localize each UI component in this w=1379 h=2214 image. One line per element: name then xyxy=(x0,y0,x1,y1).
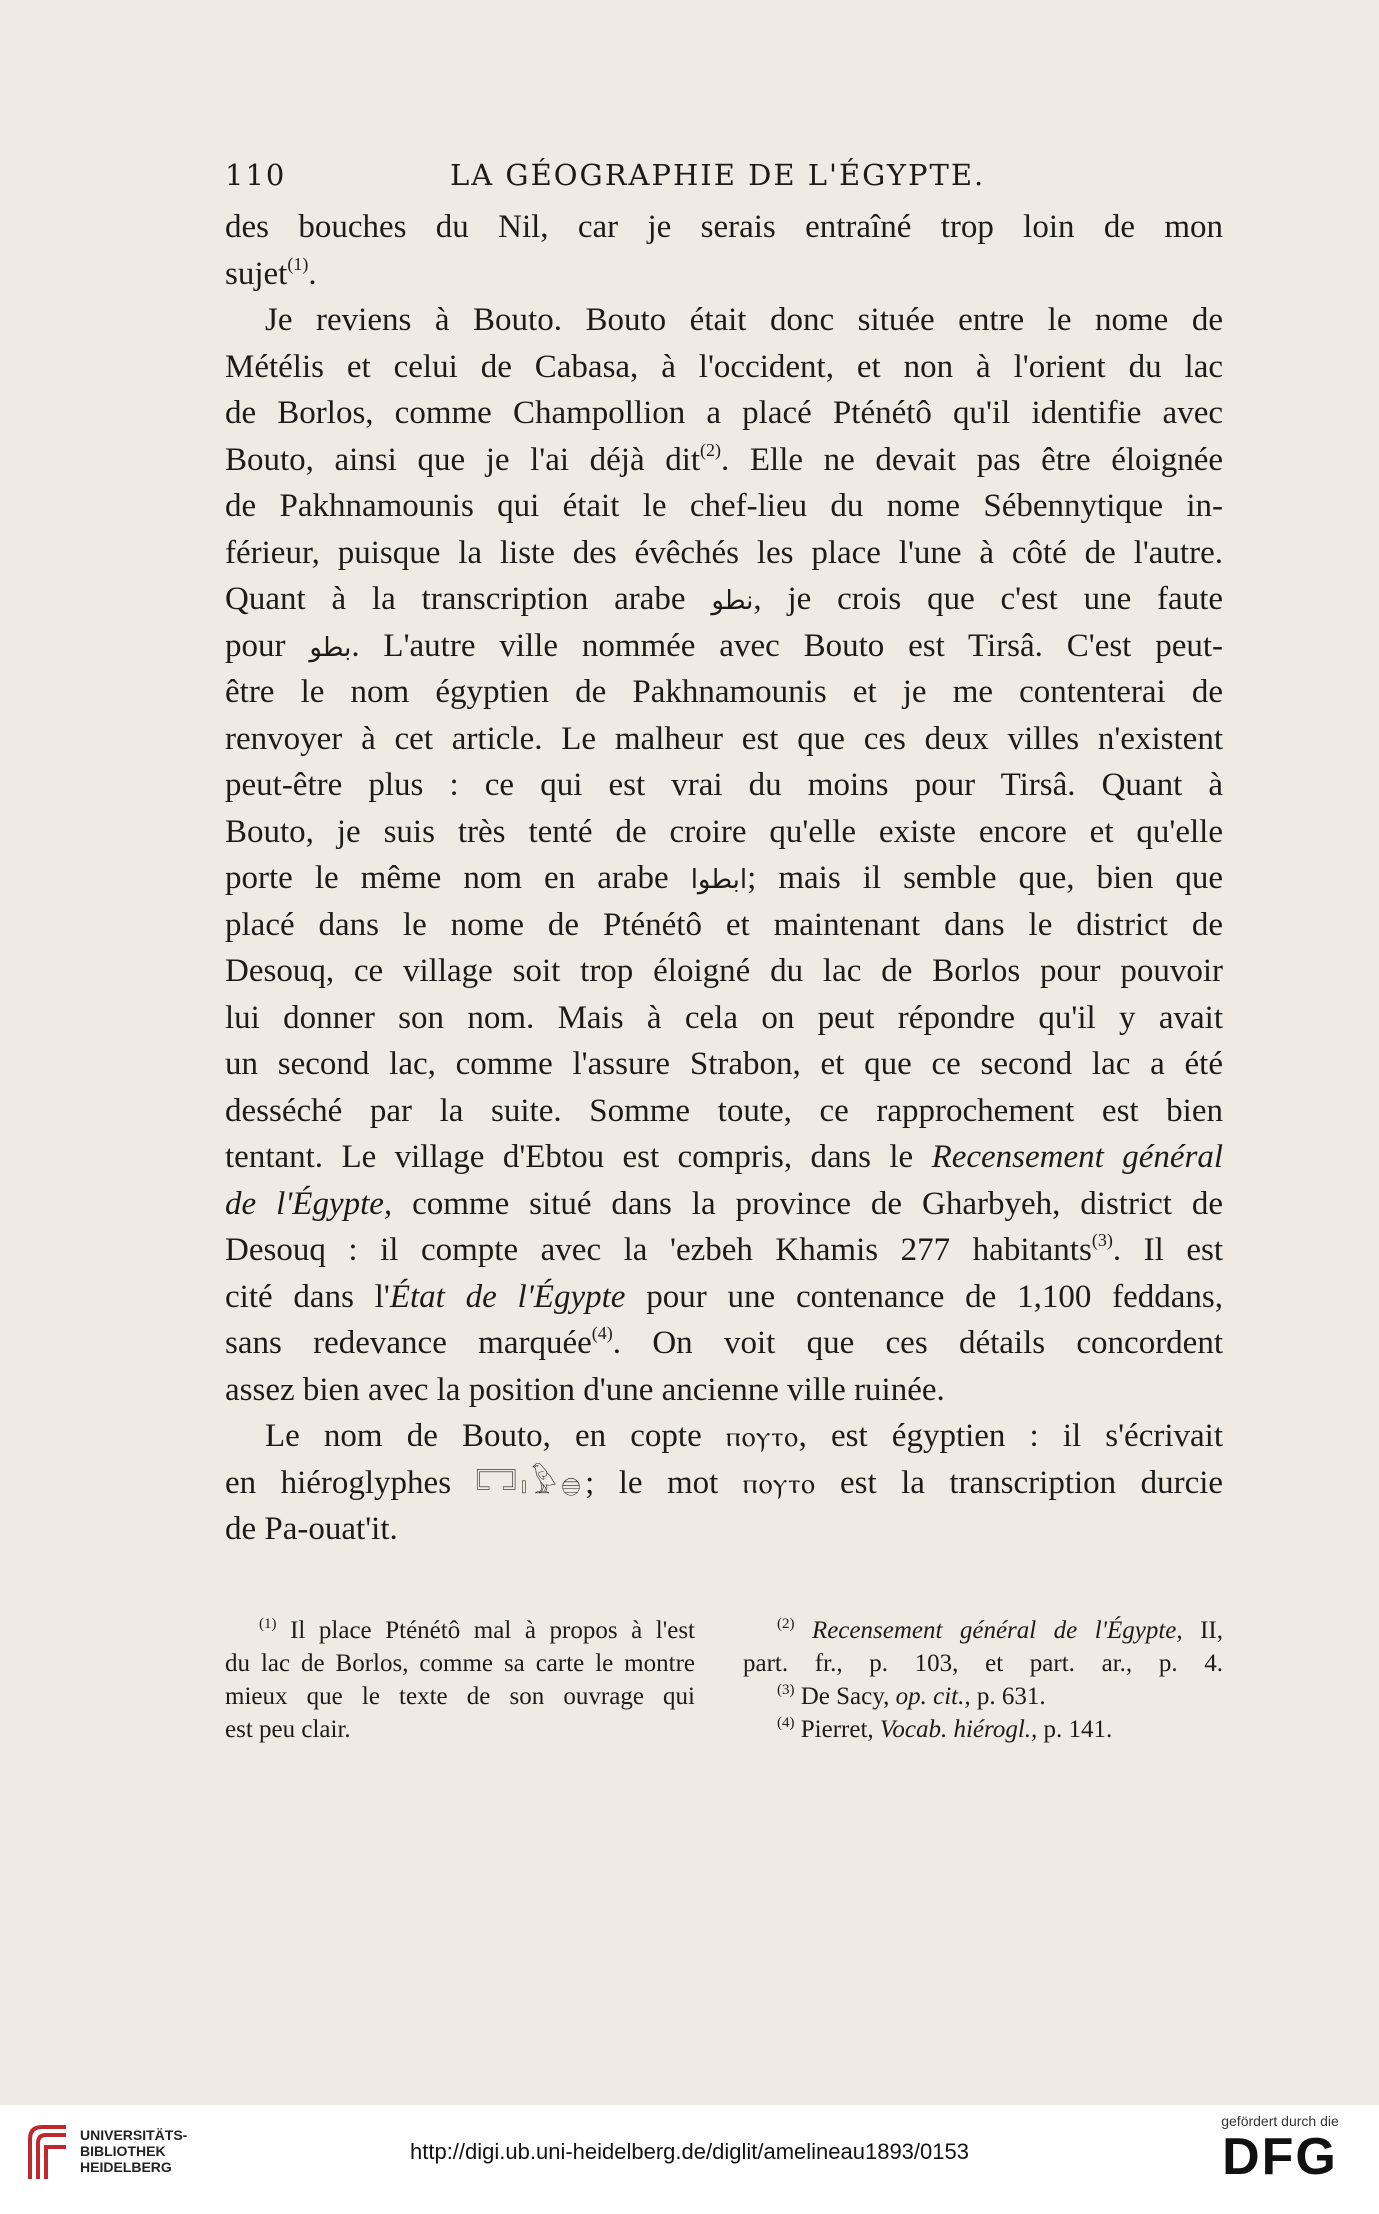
text-line: assez bien avec la position d'une ancienne ville ruinée. xyxy=(225,1371,945,1408)
arabic-word: ابطوا xyxy=(690,865,748,895)
running-header xyxy=(225,158,1225,198)
text-line: peut-être plus : ce qui est vrai du moins pour Tirsâ. Quant à xyxy=(225,767,1223,803)
text-line: Bouto, ainsi que je l'ai déjà dit$^{(2)}$. Elle ne devait pas être éloignée xyxy=(225,439,1223,478)
text-line: un second lac, comme l'assure Strabon, et que ce second lac a été xyxy=(225,1046,1223,1082)
text-line: de Borlos, comme Champollion a placé Pténétô qu'il identifie avec xyxy=(225,395,1223,431)
footnotes-right-column xyxy=(743,1614,1223,1746)
footnote-line: du lac de Borlos, comme sa carte le montre xyxy=(225,1650,695,1677)
digitization-footer xyxy=(0,2105,1379,2214)
main-text xyxy=(225,204,1223,1553)
footnote-ref[interactable]: (4) xyxy=(591,1323,613,1343)
footnote-ref[interactable]: (3) xyxy=(1091,1230,1113,1250)
footnote-line: est peu clair. xyxy=(225,1716,351,1743)
text-line: Je reviens à Bouto. Bouto était donc située entre le nome de xyxy=(265,302,1223,338)
text-line: Desouq, ce village soit trop éloigné du lac de Borlos pour pouvoir xyxy=(225,953,1223,989)
text-line: desséché par la suite. Somme toute, ce rapprochement est bien xyxy=(225,1092,1223,1129)
dfg-wordmark: DFG xyxy=(1222,2128,1338,2186)
footnote-line: part. fr., p. 103, et part. ar., p. 4. xyxy=(743,1650,1223,1677)
arabic-word: بطو xyxy=(309,632,352,663)
text-line: renvoyer à cet article. Le malheur est que ces deux villes n'existent xyxy=(225,720,1223,757)
text-line: Bouto, je suis très tenté de croire qu'elle existe encore et qu'elle xyxy=(225,813,1223,850)
text-line: de l'Égypte, comme situé dans la province de Gharbyeh, district de xyxy=(225,1185,1223,1222)
dfg-logo xyxy=(1205,2113,1355,2185)
footnote-line: $^{(2)}$ Recensement général de l'Égypte, II, xyxy=(777,1616,1223,1644)
text-line: de Pa-ouat'it. xyxy=(225,1511,398,1547)
text-line: tentant. Le village d'Ebtou est compris, dans le Recensement général xyxy=(225,1139,1223,1175)
permalink[interactable]: http://digi.ub.uni-heidelberg.de/diglit/amelineau1893/0153 xyxy=(410,2139,969,2164)
text-line: de Pakhnamounis qui était le chef-lieu du nome Sébennytique in- xyxy=(225,488,1223,524)
funded-by-label: gefördert durch die xyxy=(1221,2113,1339,2129)
footnote-line: $^{(3)}$ De Sacy, op. cit., p. 631. xyxy=(777,1682,1046,1710)
text-line: porte le même nom en arabe ابطوا; mais il semble que, bien que xyxy=(225,860,1223,896)
text-line: Métélis et celui de Cabasa, à l'occident, et non à l'orient du lac xyxy=(225,348,1223,385)
text-line: cité dans l'État de l'Égypte pour une contenance de 1,100 feddans, xyxy=(225,1278,1223,1315)
text-line: en hiéroglyphes 𓉐𓏤𓅱𓐍; le mot ⲡⲟⲩⲧⲟ est la transcription durcie xyxy=(225,1460,1223,1507)
text-line: Desouq : il compte avec la 'ezbeh Khamis 277 habitants$^{(3)}$. Il est xyxy=(225,1230,1223,1268)
coptic-word: ⲡⲟⲩⲧⲟ xyxy=(742,1466,816,1500)
library-name: UNIVERSITÄTS- BIBLIOTHEK HEIDELBERG xyxy=(80,2127,188,2175)
text-line: Le nom de Bouto, en copte ⲡⲟⲩⲧⲟ, est égyptien : il s'écrivait xyxy=(265,1418,1223,1454)
footnotes-left-column xyxy=(225,1614,695,1746)
text-line: des bouches du Nil, car je serais entraîné trop loin de mon xyxy=(225,209,1223,245)
footnote-line: $^{(4)}$ Pierret, Vocab. hiérogl., p. 141. xyxy=(777,1715,1113,1743)
running-title: LA GÉOGRAPHIE DE L'ÉGYPTE. xyxy=(450,158,986,192)
footnote-line: $^{(1)}$ Il place Pténétô mal à propos à l'est xyxy=(259,1616,696,1644)
page-number: 110 xyxy=(225,158,287,192)
text-line: pour بطو. L'autre ville nommée avec Bouto est Tirsâ. C'est peut- xyxy=(225,627,1223,664)
text-line: lui donner son nom. Mais à cela on peut répondre qu'il y avait xyxy=(225,999,1223,1036)
text-line: sans redevance marquée$^{(4)}$. On voit que ces détails concordent xyxy=(225,1323,1223,1361)
footnote-ref[interactable]: (2) xyxy=(700,439,722,460)
text-line: Quant à la transcription arabe نطو, je crois que c'est une faute xyxy=(225,581,1223,617)
text-line: être le nom égyptien de Pakhnamounis et je me contenterai de xyxy=(225,674,1223,710)
text-line: placé dans le nome de Pténétô et maintenant dans le district de xyxy=(225,906,1223,943)
hieroglyph-group: 𓉐𓏤𓅱𓐍 xyxy=(475,1465,586,1501)
arabic-word: نطو xyxy=(711,586,754,616)
text-line: férieur, puisque la liste des évêchés les place l'une à côté de l'autre. xyxy=(225,534,1223,571)
footnote-line: mieux que le texte de son ouvrage qui xyxy=(225,1683,695,1710)
footnote-ref[interactable]: (1) xyxy=(287,253,309,274)
text-line: sujet$^{(1)}$. xyxy=(225,253,317,292)
coptic-word: ⲡⲟⲩⲧⲟ xyxy=(725,1420,799,1453)
